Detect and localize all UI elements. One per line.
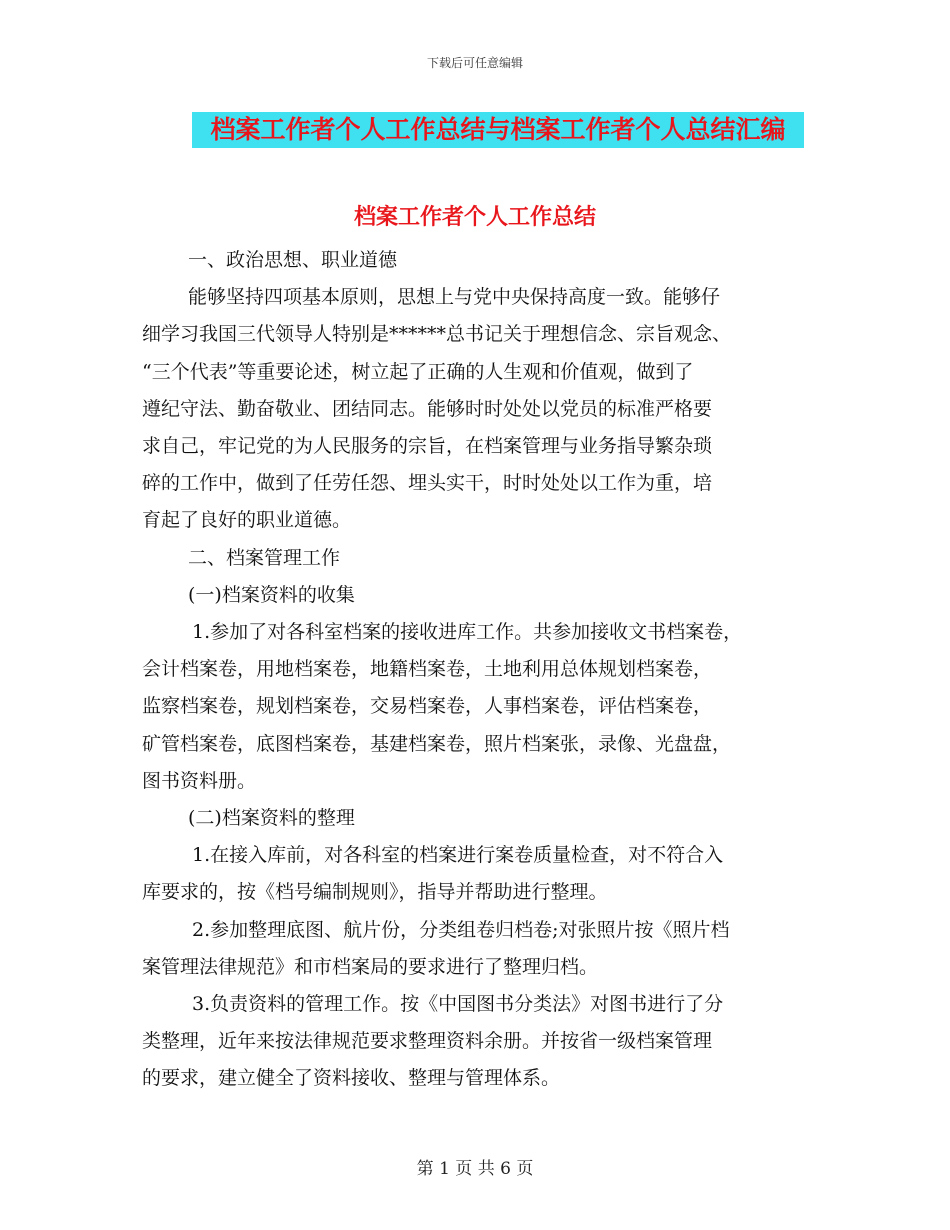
paragraph-line: 细学习我国三代领导人特别是******总书记关于理想信念、宗旨观念、 [142,323,732,346]
paragraph-line: 案管理法律规范》和市档案局的要求进行了整理归档。 [142,955,599,978]
paragraph-line: 矿管档案卷，底图档案卷，基建档案卷，照片档案张，录像、光盘盘， [142,732,732,755]
paragraph-line: 2.参加整理底图、航片份，分类组卷归档卷;对张照片按《照片档 [192,918,730,941]
section-heading-archive-management: 二、档案管理工作 [188,546,341,569]
paragraph-line: “三个代表”等重要论述，树立起了正确的人生观和价值观，做到了 [142,360,694,383]
paragraph-line: 能够坚持四项基本原则，思想上与党中央保持高度一致。能够仔 [188,286,721,309]
document-body [142,242,814,1098]
paragraph-line: 类整理，近年来按法律规范要求整理资料余册。并按省一级档案管理 [142,1030,713,1053]
subsection-heading-collection: (一)档案资料的收集 [188,583,355,606]
paragraph-line: 求自己，牢记党的为人民服务的宗旨，在档案管理与业务指导繁杂琐 [142,435,713,458]
paragraph-line: 育起了良好的职业道德。 [142,509,352,532]
paragraph-line: 1.参加了对各科室档案的接收进库工作。共参加接收文书档案卷， [192,621,743,644]
paragraph-line: 库要求的，按《档号编制规则》，指导并帮助进行整理。 [142,881,608,904]
paragraph-line: 图书资料册。 [142,769,257,792]
paragraph-line: 会计档案卷，用地档案卷，地籍档案卷，土地利用总体规划档案卷， [142,658,713,681]
section-heading-politics: 一、政治思想、职业道德 [188,249,398,271]
page-number-footer: 第 1 页 共 6 页 [416,1159,534,1179]
paragraph-line: 3.负责资料的管理工作。按《中国图书分类法》对图书进行了分 [192,993,724,1016]
subsection-heading-organizing: (二)档案资料的整理 [188,807,355,830]
document-main-title: 档案工作者个人工作总结与档案工作者个人总结汇编 [192,112,804,148]
section-title: 档案工作者个人工作总结 [353,204,596,230]
paragraph-line: 遵纪守法、勤奋敬业、团结同志。能够时时处处以党员的标准严格要 [142,397,713,420]
paragraph-line: 1.在接入库前，对各科室的档案进行案卷质量检查，对不符合入 [192,844,724,867]
paragraph-line: 监察档案卷，规划档案卷，交易档案卷，人事档案卷，评估档案卷， [142,695,713,718]
paragraph-line: 的要求，建立健全了资料接收、整理与管理体系。 [142,1067,561,1090]
paragraph-line: 碎的工作中，做到了任劳任怨、埋头实干，时时处处以工作为重，培 [142,472,713,495]
page-header-note: 下载后可任意编辑 [426,56,523,70]
